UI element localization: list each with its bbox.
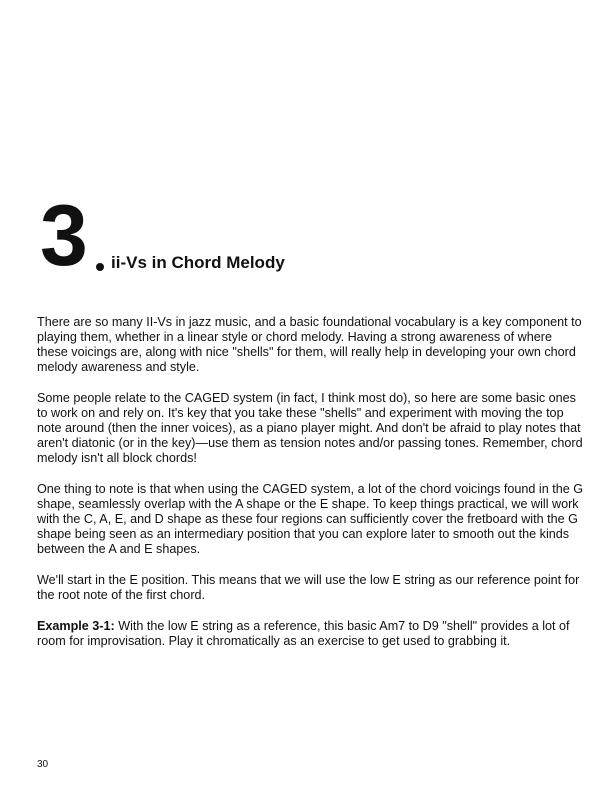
chapter-title: ii-Vs in Chord Melody <box>111 253 285 272</box>
example-label: Example 3-1: <box>37 619 115 633</box>
chapter-dot <box>96 263 104 271</box>
body-text <box>37 315 585 665</box>
paragraph: One thing to note is that when using the CAGED system, a lot of the chord voicings found in the G shape, seamlessly overlap with the A shape or the E shape. To keep things practical, we will work with the C, A, E, and D shape as these four regions can sufficiently cover the fretboard with the G shape being seen as an intermediary position that you can explore later to smooth out the kinds between the A and E shapes. <box>37 482 584 556</box>
paragraph: There are so many II-Vs in jazz music, and a basic foundational vocabulary is a key component to playing them, whether in a linear style or chord melody. Having a strong awareness of where these voicings are, along with nice "shells" for them, will really help in developing your own chord melody awareness and style. <box>37 315 582 374</box>
page-number: 30 <box>37 759 49 770</box>
paragraph: Some people relate to the CAGED system (in fact, I think most do), so here are some basic ones to work on and rely on. It's key that you take these "shells" and experiment with moving the top note around (then the inner voices), as a piano player might. And don't be afraid to play notes that aren't diatonic (or in the key)—use them as tension notes and/or passing tones. Remember, chord melody isn't all block chords! <box>37 391 583 465</box>
chapter-heading <box>40 188 580 284</box>
example-text: With the low E string as a reference, this basic Am7 to D9 "shell" provides a lot of room for improvisation. Play it chromatically as an exercise to get used to grabbing it. <box>37 619 570 648</box>
paragraph: We'll start in the E position. This means that we will use the low E string as our reference point for the root note of the first chord. <box>37 573 580 602</box>
chapter-number: 3 <box>40 188 86 284</box>
example-paragraph <box>37 619 585 649</box>
